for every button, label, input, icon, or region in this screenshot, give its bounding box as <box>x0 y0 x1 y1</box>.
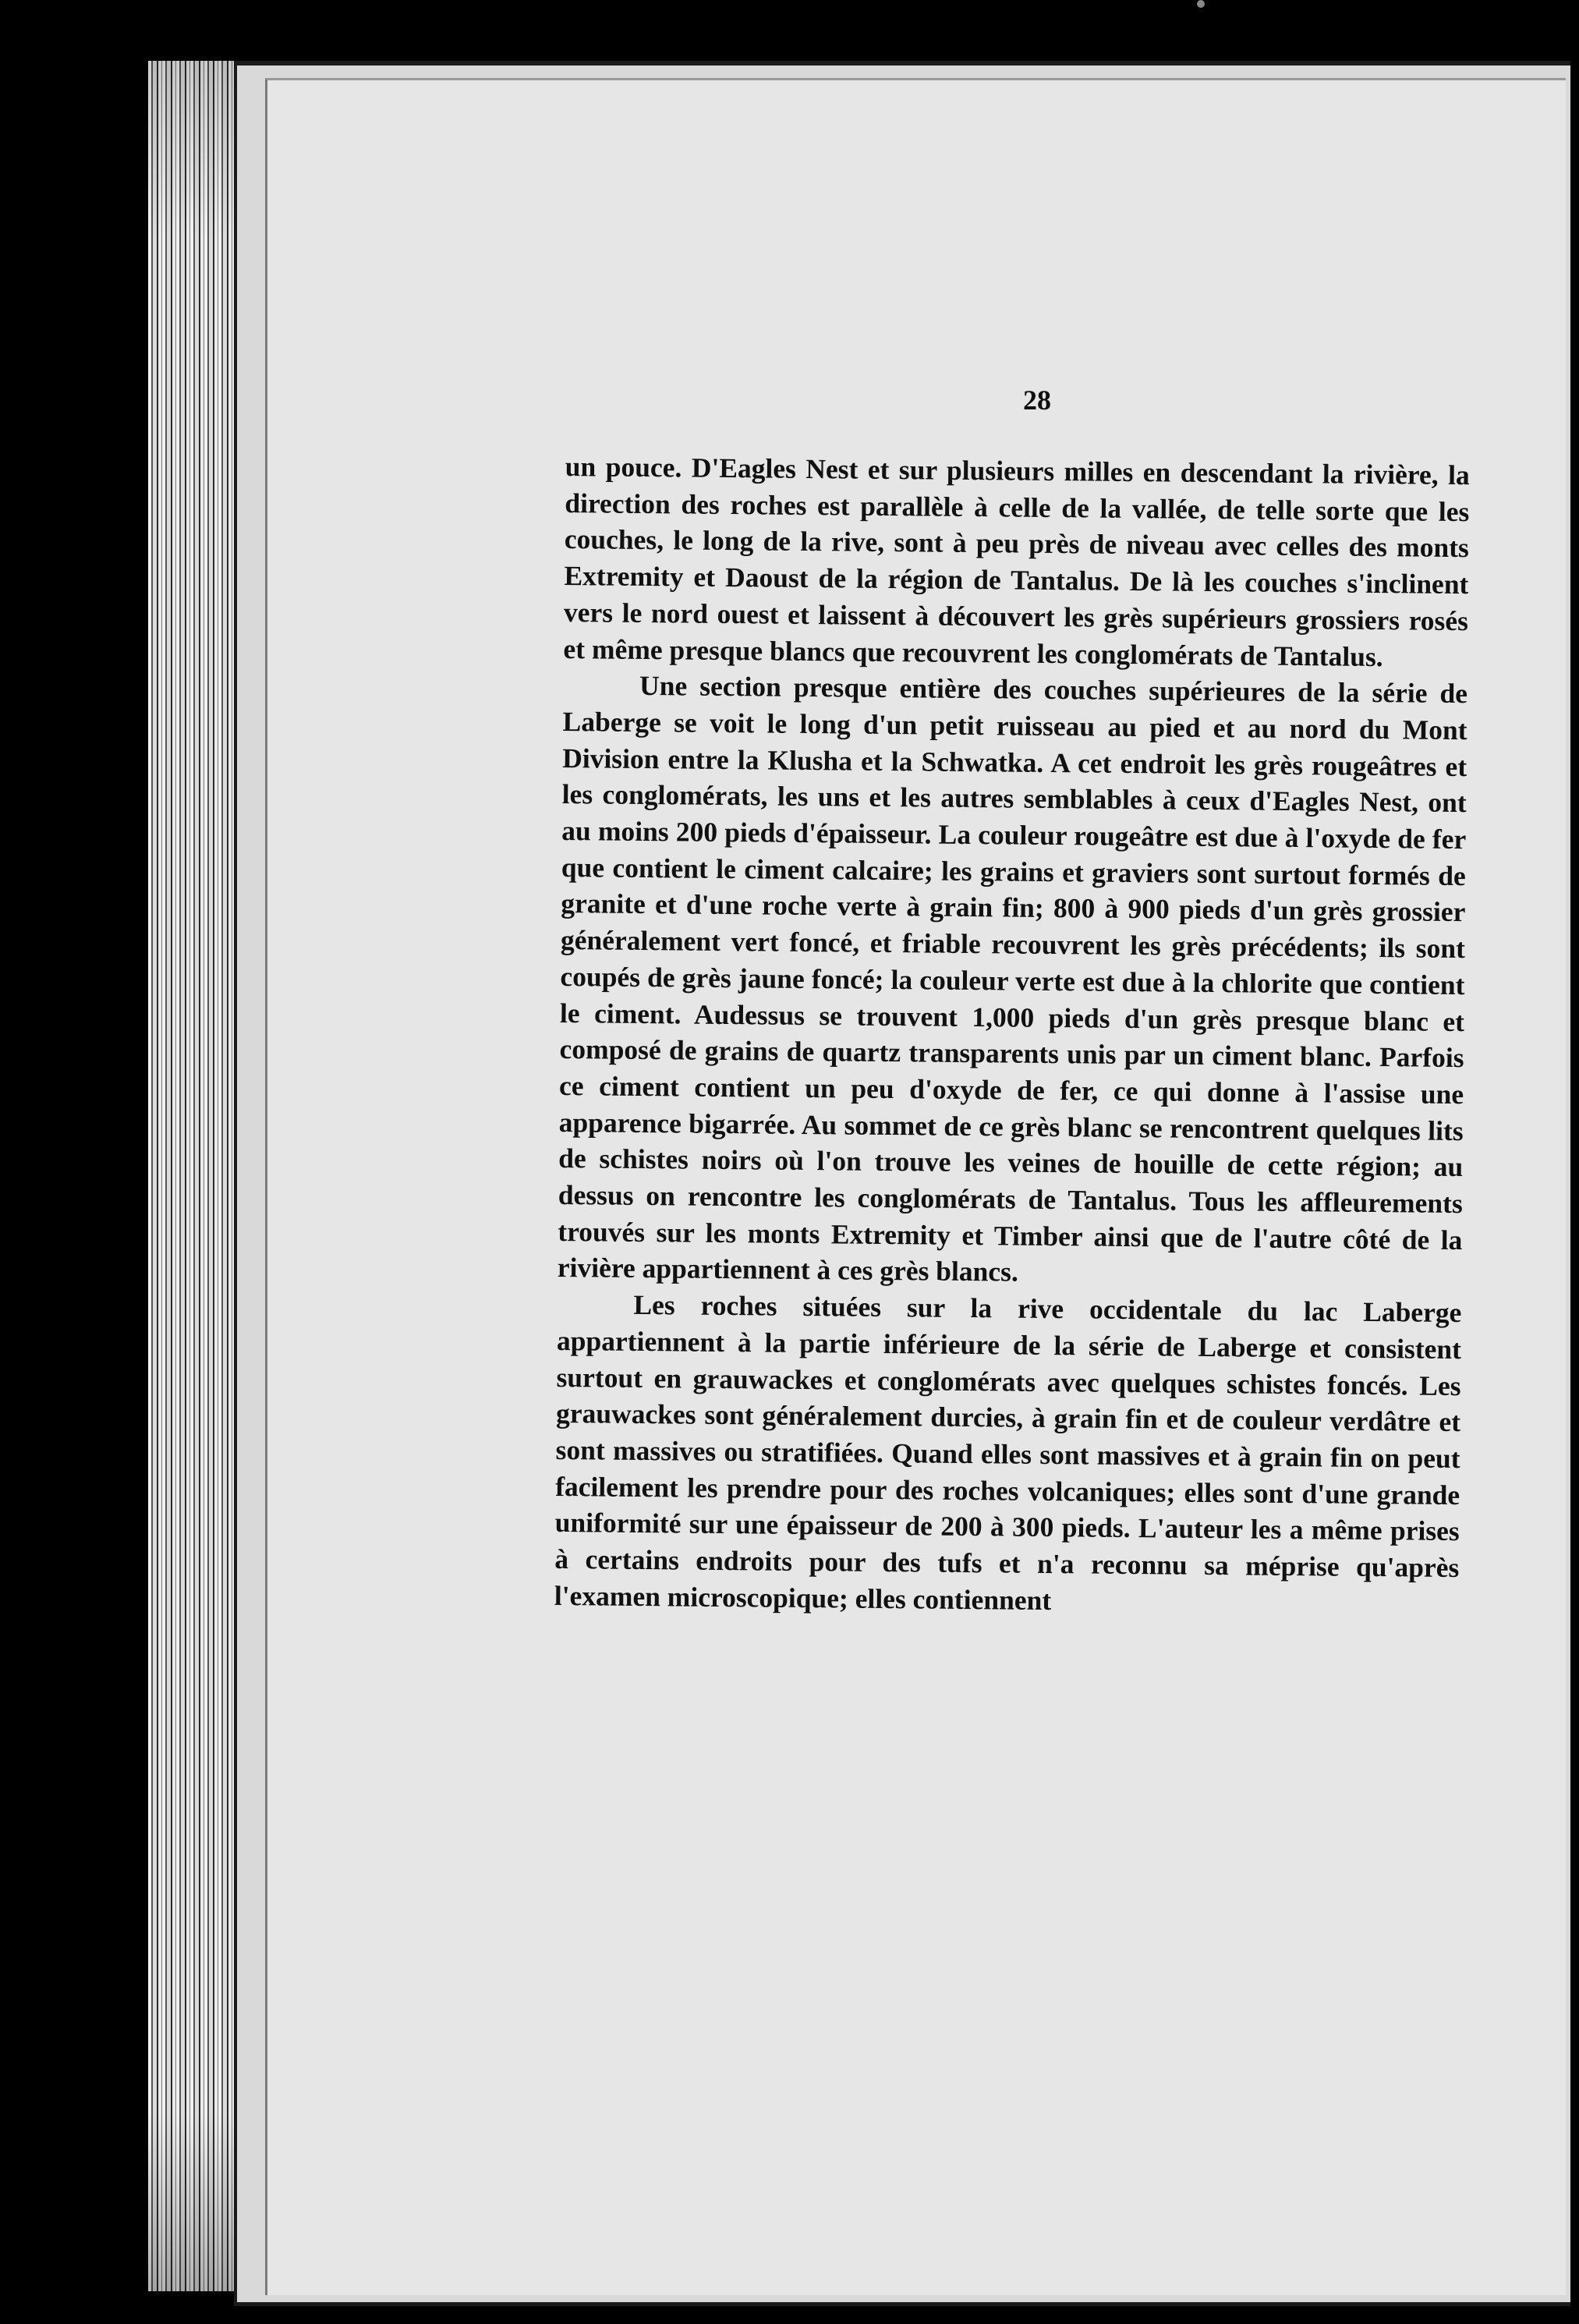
paragraph: un pouce. D'Eagles Nest et sur plusieurs milles en descendant la rivière, la direction des roches est parallèle à celle de la vallée, de telle sorte que les couches, le long de la rive, sont à peu près de niveau avec celles des monts Extremity et Daoust de la région de Tantalus. De là les couches s'inclinent vers le nord ouest et laissent à découvert les grès supérieurs grossiers rosés et même presque blancs que recouvrent les conglomérats de Tantalus. <box>563 450 1470 672</box>
scan-speck <box>1197 0 1205 8</box>
body-text <box>554 448 1470 1623</box>
page-number: 28 <box>1023 384 1051 416</box>
paragraph: Les roches situées sur la rive occidentale du lac Laberge appartiennent à la partie inférieure de la série de Laberge et consistent surtout en grauwackes et conglomérats avec quelques schistes foncés. Les grauwackes sont généralement durcies, à grain fin et de couleur verdâtre et sont massives ou stratifiées. Quand elles sont massives et à grain fin on peut facilement les prendre pour des roches volcaniques; elles sont d'une grande uniformité sur une épaisseur de 200 à 300 pieds. L'auteur les a même prises à certains endroits pour des tufs et n'a reconnu sa méprise qu'après l'examen microscopique; elles contiennent <box>554 1289 1462 1616</box>
paragraph: Une section presque entière des couches supérieures de la série de Laberge se voit le long d'un petit ruisseau au pied et au nord du Mont Division entre la Klusha et la Schwatka. A cet endroit les grès rougeâtres et les conglomérats, les uns et les autres semblables à ceux d'Eagles Nest, ont au moins 200 pieds d'épaisseur. La couleur rougeâtre est due à l'oxyde de fer que contient le ciment calcaire; les grains et graviers sont surtout formés de granite et d'une roche verte à grain fin; 800 à 900 pieds d'un grès grossier généralement vert foncé, et friable recouvrent les grès précédents; ils sont coupés de grès jaune foncé; la couleur verte est due à la chlorite que contient le ciment. Audessus se trouvent 1,000 pieds d'un grès presque blanc et composé de grains de quartz transparents unis par un ciment blanc. Parfois ce ciment contient un peu d'oxyde de fer, ce qui donne à l'assise une apparence bigarrée. Au sommet de ce grès blanc se rencontrent quelques lits de schistes noirs où l'on trouve les veines de houille de cette région; au dessus on rencontre les conglomérats de Tantalus. Tous les affleurements trouvés sur les monts Extremity et Timber ainsi que de l'autre côté de la rivière appartiennent à ces grès blancs. <box>557 670 1468 1288</box>
